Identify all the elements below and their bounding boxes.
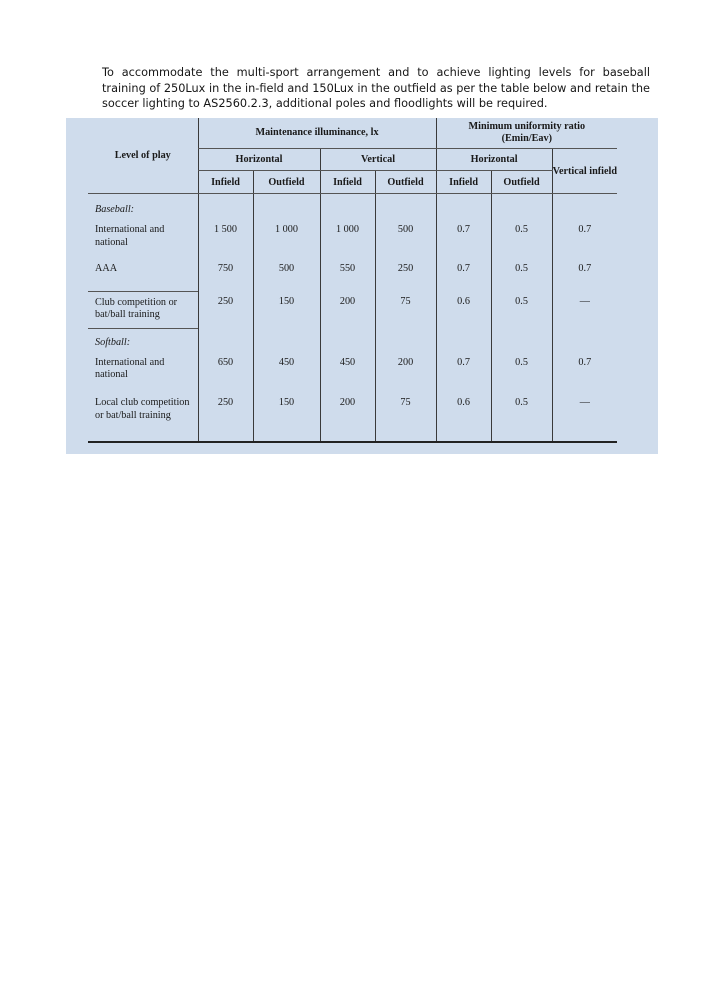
table-row: International and national 1 500 1 000 1 000 500 0.7 0.5 0.7 <box>88 224 617 262</box>
baseball-category: Baseball: <box>95 203 135 215</box>
h-infield-header: Infield <box>198 171 253 194</box>
table-row: Local club competition or bat/ball training 250 150 200 75 0.6 0.5 — <box>88 397 617 442</box>
h-outfield-header: Outfield <box>253 171 320 194</box>
v-infield-header: Infield <box>320 171 375 194</box>
lighting-table-panel <box>66 118 658 454</box>
r-infield-header: Infield <box>436 171 491 194</box>
table-row: Club competition or bat/ball training 250 150 200 75 0.6 0.5 — <box>88 291 617 328</box>
intro-paragraph: To accommodate the multi-sport arrangement and to achieve lighting levels for baseball training of 250Lux in the in-field and 150Lux in the outfield as per the table below and retain the soccer lighting to AS2560.2.3, additional poles and floodlights will be required. <box>102 66 650 110</box>
table-row: AAA 750 500 550 250 0.7 0.5 0.7 <box>88 263 617 291</box>
horizontal-ratio-header: Horizontal <box>436 148 552 170</box>
softball-category: Softball: <box>88 329 198 357</box>
lighting-requirements-table <box>88 118 617 443</box>
table-row: International and national 650 450 450 200 0.7 0.5 0.7 <box>88 357 617 398</box>
uniformity-ratio-formula: (Emin/Eav) <box>501 132 552 144</box>
vertical-infield-header: Vertical infield <box>552 148 617 194</box>
uniformity-ratio-header <box>436 118 617 148</box>
r-outfield-header: Outfield <box>491 171 552 194</box>
level-of-play-header: Level of play <box>88 118 198 194</box>
vertical-header: Vertical <box>320 148 436 170</box>
uniformity-ratio-title: Minimum uniformity ratio <box>468 120 586 132</box>
maintenance-illuminance-header: Maintenance illuminance, lx <box>198 118 436 148</box>
horizontal-header: Horizontal <box>198 148 320 170</box>
v-outfield-header: Outfield <box>375 171 436 194</box>
